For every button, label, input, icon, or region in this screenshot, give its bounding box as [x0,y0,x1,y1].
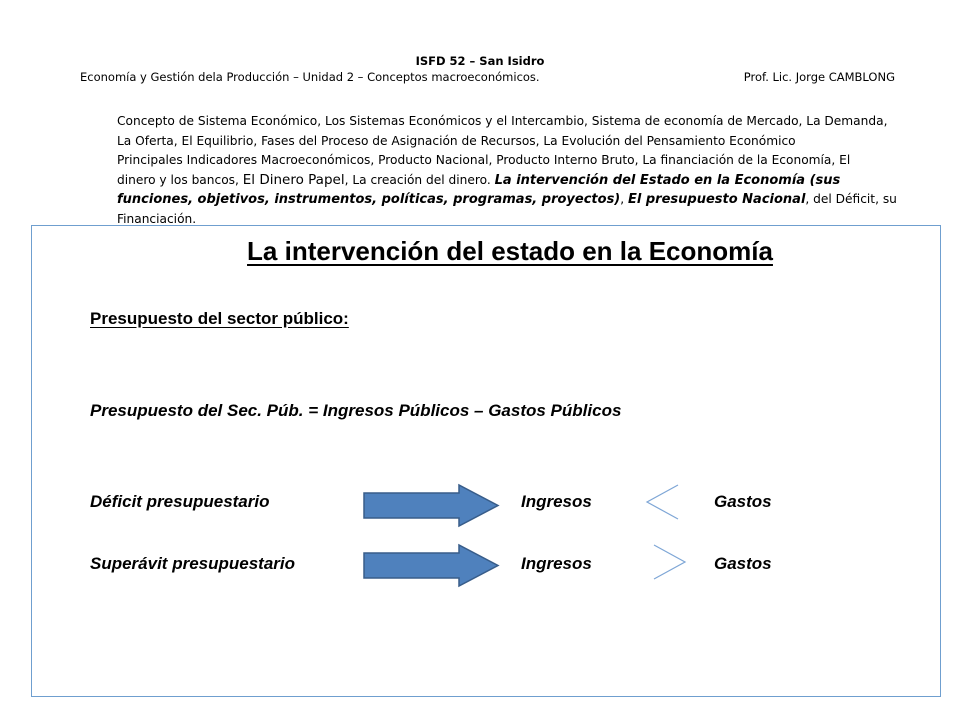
topics-line-3: Principales Indicadores Macroeconómicos, Producto Nacional, Producto Interno Bruto, La financiación de la Economía, El [117,153,851,167]
topics-line-1: Concepto de Sistema Económico, Los Sistemas Económicos y el Intercambio, Sistema de economía de Mercado, La Demanda, [117,114,888,128]
topics-line-4 [117,171,937,191]
topics-dinero-papel: El Dinero Papel [242,171,345,188]
topics-line-6: Financiación. [117,211,197,226]
right-arrow-icon [362,543,502,588]
less-than-icon [643,483,683,521]
topics-paragraph [117,112,937,229]
topics-text: , La creación del dinero. [344,172,495,187]
topics-text: dinero y los bancos, [117,172,243,187]
right-arrow-icon [362,483,502,528]
superavit-gastos: Gastos [714,554,772,573]
topics-line-2: La Oferta, El Equilibrio, Fases del Proceso de Asignación de Recursos, La Evolución del Pensamiento Económico [117,133,796,148]
greater-than-stroke [654,545,685,579]
greater-than-icon [649,543,689,581]
slide-title: La intervención del estado en la Economía [247,236,773,266]
professor-header: Prof. Lic. Jorge CAMBLONG [743,70,895,84]
deficit-label: Déficit presupuestario [90,492,270,511]
less-than-stroke [647,485,678,519]
topics-highlight: La intervención del Estado en la Economía (sus [494,172,841,188]
deficit-ingresos: Ingresos [521,492,592,511]
topics-line-5 [117,190,937,210]
budget-formula: Presupuesto del Sec. Púb. = Ingresos Públicos – Gastos Públicos [90,401,622,420]
arrow-shape [364,545,498,586]
deficit-gastos: Gastos [714,492,772,511]
superavit-label: Superávit presupuestario [90,554,296,573]
topics-text: , del Déficit, su [805,192,897,206]
section-heading: Presupuesto del sector público: [90,309,349,328]
institution-header: ISFD 52 – San Isidro [415,54,545,68]
superavit-ingresos: Ingresos [521,554,592,573]
slide-frame [31,225,941,697]
topics-text: , [620,192,628,206]
arrow-shape [364,485,498,526]
topics-highlight: funciones, objetivos, instrumentos, políticas, programas, proyectos) [117,192,621,207]
subject-header: Economía y Gestión dela Producción – Unidad 2 – Conceptos macroeconómicos. [80,70,540,84]
topics-highlight: El presupuesto Nacional [628,192,806,207]
